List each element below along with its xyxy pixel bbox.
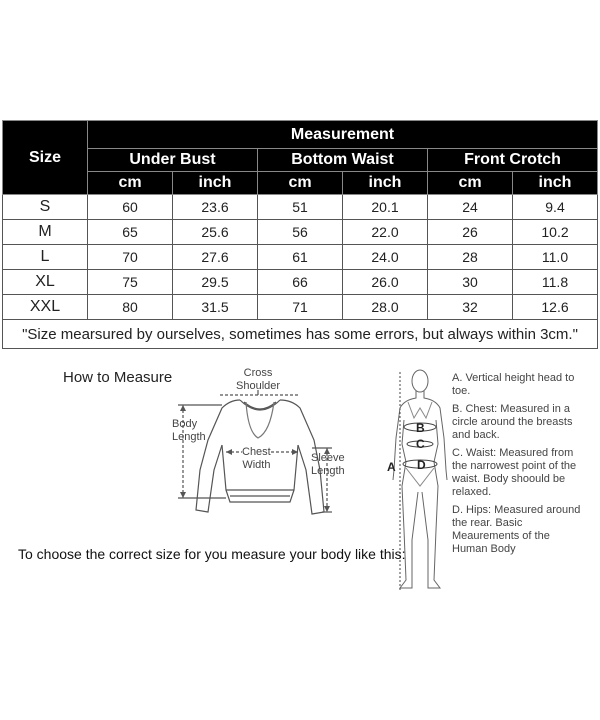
table-cell: 56	[258, 220, 343, 245]
unit-header: cm	[88, 172, 173, 195]
measurement-legend	[452, 372, 582, 561]
unit-header: inch	[513, 172, 598, 195]
size-cell: XL	[3, 270, 88, 295]
measurement-header: Measurement	[88, 121, 598, 149]
table-cell: 28	[428, 245, 513, 270]
table-cell: 23.6	[173, 195, 258, 220]
table-row	[3, 270, 598, 295]
table-row	[3, 295, 598, 320]
table-cell: 24	[428, 195, 513, 220]
table-cell: 61	[258, 245, 343, 270]
legend-item: C. Waist: Measured from the narrowest point of the waist. Body shoould be relaxed.	[452, 447, 577, 498]
table-cell: 66	[258, 270, 343, 295]
size-cell: S	[3, 195, 88, 220]
table-cell: 28.0	[343, 295, 428, 320]
marker-a: A	[387, 460, 396, 474]
table-cell: 26	[428, 220, 513, 245]
table-cell: 10.2	[513, 220, 598, 245]
legend-item: B. Chest: Measured in a circle around the breasts and back.	[452, 403, 573, 441]
group-header-bottom-waist: Bottom Waist	[258, 149, 428, 172]
marker-b: B	[416, 421, 425, 435]
table-cell: 27.6	[173, 245, 258, 270]
table-cell: 11.0	[513, 245, 598, 270]
table-cell: 60	[88, 195, 173, 220]
table-cell: 30	[428, 270, 513, 295]
cross-shoulder-label: Cross Shoulder	[236, 367, 281, 392]
unit-header: inch	[343, 172, 428, 195]
table-cell: 25.6	[173, 220, 258, 245]
table-cell: 80	[88, 295, 173, 320]
group-header-under-bust: Under Bust	[88, 149, 258, 172]
marker-c: C	[416, 437, 425, 451]
size-header: Size	[3, 121, 88, 195]
how-to-measure-title: How to Measure	[63, 369, 173, 386]
table-cell: 9.4	[513, 195, 598, 220]
size-note: "Size mearsured by ourselves, sometimes has some errors, but always within 3cm."	[3, 320, 598, 349]
table-cell: 51	[258, 195, 343, 220]
instructions-text: To choose the correct size for you measure your body like this:	[18, 546, 406, 562]
size-cell: M	[3, 220, 88, 245]
table-cell: 22.0	[343, 220, 428, 245]
sleeve-length-label: Sleeve Length	[311, 452, 345, 477]
table-row	[3, 195, 598, 220]
size-cell: L	[3, 245, 88, 270]
table-cell: 29.5	[173, 270, 258, 295]
size-chart-table	[2, 120, 598, 349]
size-cell: XXL	[3, 295, 88, 320]
legend-item: D. Hips: Measured around the rear. Basic Meaurements of the Human Body	[452, 504, 581, 555]
table-cell: 11.8	[513, 270, 598, 295]
table-cell: 70	[88, 245, 173, 270]
unit-header: inch	[173, 172, 258, 195]
table-cell: 65	[88, 220, 173, 245]
body-length-label: Body Length	[172, 418, 206, 443]
group-header-front-crotch: Front Crotch	[428, 149, 598, 172]
table-cell: 75	[88, 270, 173, 295]
legend-item: A. Vertical height head to toe.	[452, 372, 575, 397]
table-cell: 20.1	[343, 195, 428, 220]
table-row	[3, 245, 598, 270]
table-cell: 12.6	[513, 295, 598, 320]
table-cell: 31.5	[173, 295, 258, 320]
table-cell: 26.0	[343, 270, 428, 295]
table-row	[3, 220, 598, 245]
unit-header: cm	[258, 172, 343, 195]
table-cell: 32	[428, 295, 513, 320]
unit-header: cm	[428, 172, 513, 195]
marker-d: D	[417, 458, 426, 472]
table-cell: 71	[258, 295, 343, 320]
chest-width-label: Chest Width	[242, 446, 271, 471]
table-cell: 24.0	[343, 245, 428, 270]
